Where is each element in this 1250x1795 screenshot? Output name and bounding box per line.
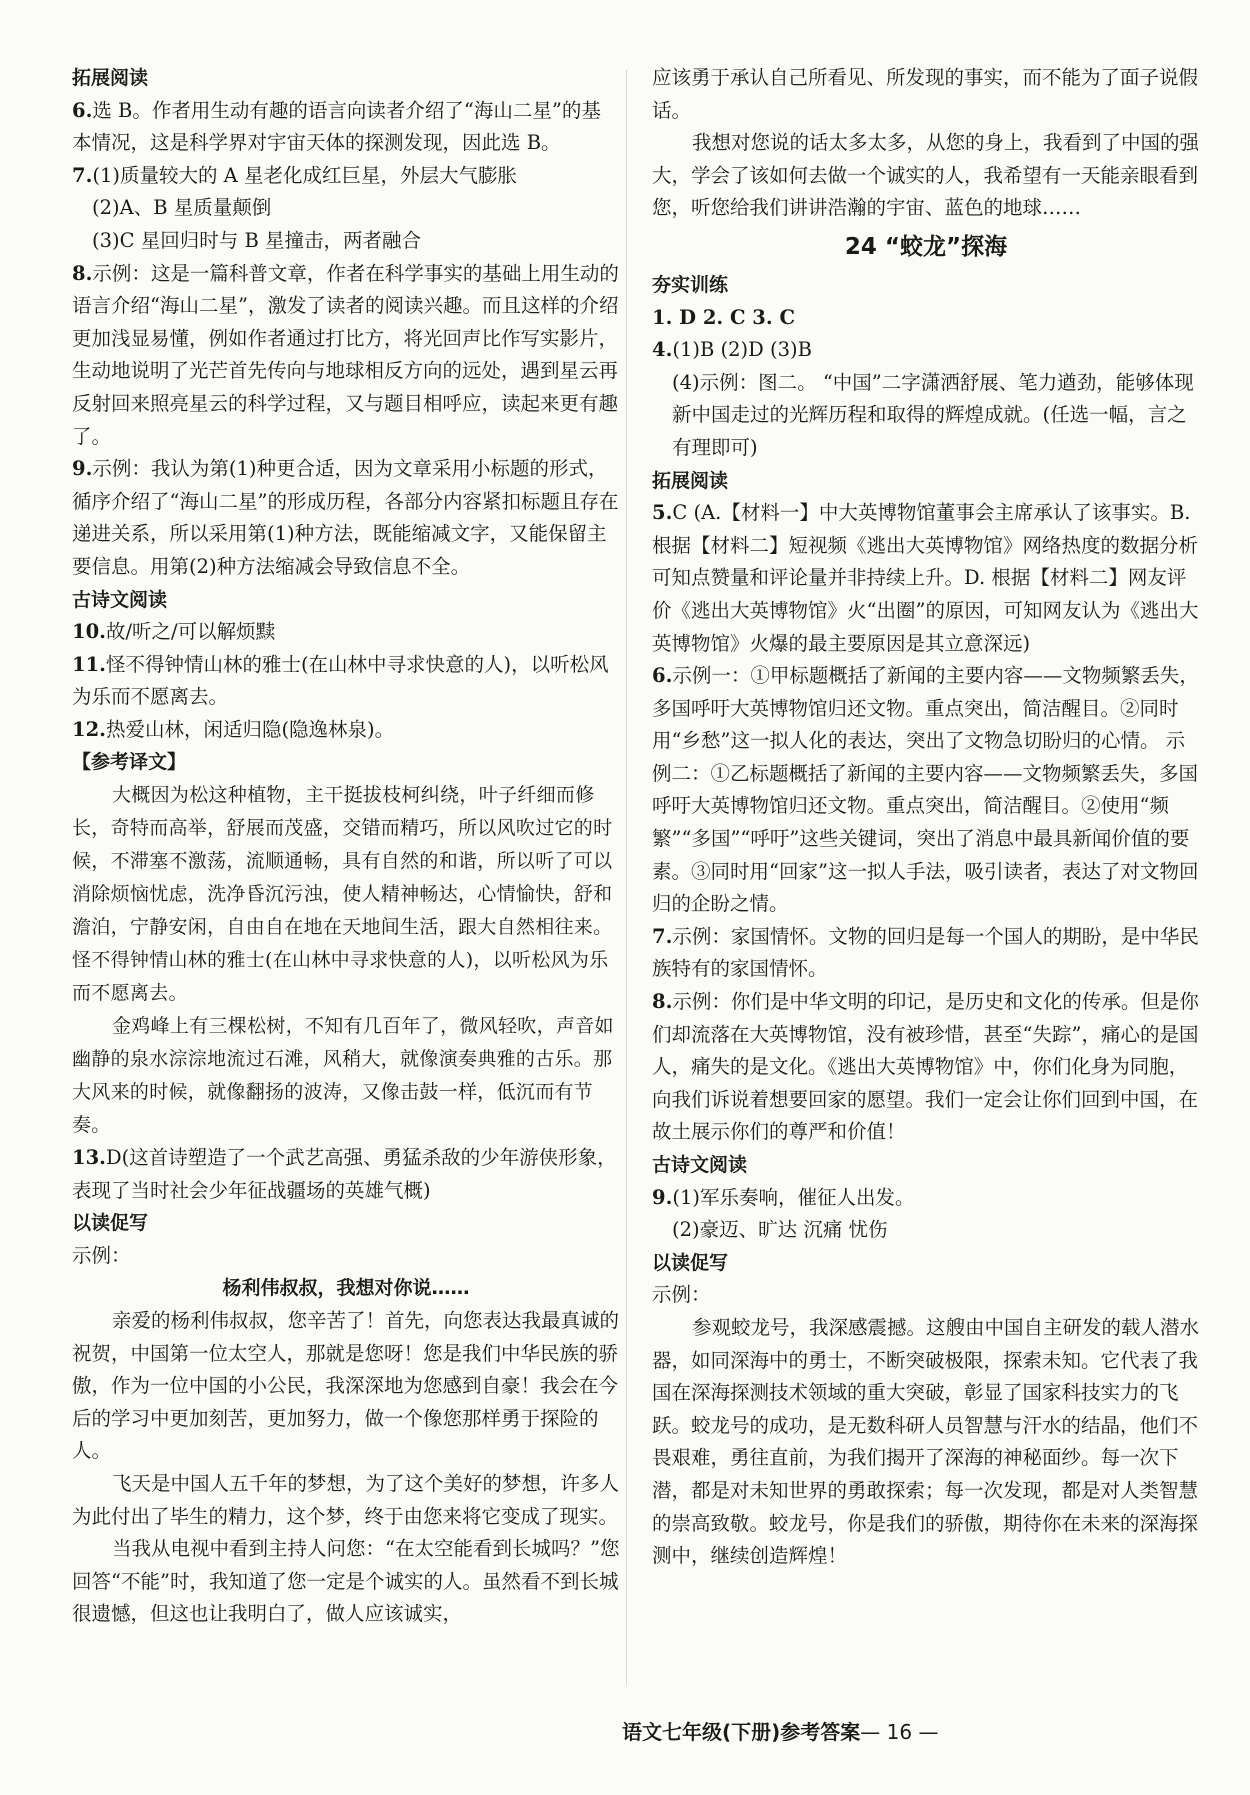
answer-10: 10.故/听之/可以解烦黩 xyxy=(72,620,276,644)
essay-paragraph-1: 亲爱的杨利伟叔叔，您辛苦了！首先，向您表达我最真诚的祝贺，中国第一位太空人，那就是您呀！您是我们中华民族的骄傲，作为一位中国的小公民，我深深地为您感到自豪！我会在今后的学习中更加刻苦，更加努力，做一个像您那样勇于探险的人。 xyxy=(72,1309,620,1463)
section-title-classical-reading-2: 古诗文阅读 xyxy=(652,1154,748,1176)
section-title-basic-training: 夯实训练 xyxy=(652,273,729,296)
section-title-writing-2: 以读促写 xyxy=(652,1251,729,1274)
reference-translation-title: 【参考译文】 xyxy=(72,751,187,774)
section-title-writing: 以读促写 xyxy=(72,1212,149,1235)
answer-7-part-2: (2)A、B 星质量颠倒 xyxy=(92,196,272,220)
answer-7-part-3: (3)C 星回归时与 B 星撞击，两者融合 xyxy=(92,228,421,252)
essay-paragraph-2: 飞天是中国人五千年的梦想，为了这个美好的梦想，许多人为此付出了毕生的精力，这个梦，终于由您来将它变成了现实。 xyxy=(72,1472,620,1528)
essay-title: 杨利伟叔叔，我想对你说…… xyxy=(222,1277,470,1300)
footer-label: 语文七年级(下册)参考答案 xyxy=(622,1720,861,1744)
left-column xyxy=(72,62,620,1631)
answer-9-right: 9.(1)军乐奏响，催征人出发。 xyxy=(652,1185,915,1209)
answer-5: 5.C (A.【材料一】中大英博物馆董事会主席承认了该事实。B. 根据【材料二】短视频《逃出大英博物馆》网络热度的数据分析可知点赞量和评论量并非持续上升。D. 根据【材料二】网友评价《逃出大英博物馆》火“出圈”的原因，可知网友认为《逃出大英博物馆》火爆的最主要原因是其立意深远) xyxy=(652,501,1199,655)
right-column xyxy=(652,62,1200,1573)
answer-4-part-4: (4)示例：图二。 “中国”二字潇洒舒展、笔力遒劲，能够体现新中国走过的光辉历程和取得的辉煌成就。(任选一幅，言之有理即可) xyxy=(672,370,1194,459)
page-footer xyxy=(622,1716,938,1745)
answer-12: 12.热爱山林，闲适归隐(隐逸林泉)。 xyxy=(72,717,395,741)
essay-paragraph-3: 当我从电视中看到主持人问您：“在太空能看到长城吗？”您回答“不能”时，我知道了您一定是个诚实的人。虽然看不到长城很遗憾，但这也让我明白了，做人应该诚实， xyxy=(72,1537,620,1626)
essay-jiaolong: 参观蛟龙号，我深感震撼。这艘由中国自主研发的载人潜水器，如同深海中的勇士，不断突破极限，探索未知。它代表了我国在深海探测技术领域的重大突破，彰显了国家科技实力的飞跃。蛟龙号的成功，是无数科研人员智慧与汗水的结晶，他们不畏艰难，勇往直前，为我们揭开了深海的神秘面纱。每一次下潜，都是对未知世界的勇敢探索；每一次发现，都是对人类智慧的崇高致敬。蛟龙号，你是我们的骄傲，期待你在未来的深海探测中，继续创造辉煌！ xyxy=(652,1315,1200,1568)
answer-6-right: 6.示例一：①甲标题概括了新闻的主要内容——文物频繁丢失，多国呼吁大英博物馆归还文物。重点突出，简洁醒目。②同时用“乡愁”这一拟人化的表达，突出了文物急切盼归的心情。 示例二：①乙标题概括了新闻的主要内容——文物频繁丢失，多国呼吁大英博物馆归还文物。重点突出，简洁醒目。②使用“频繁”“多国”“呼吁”这些关键词，突出了消息中最具新闻价值的要素。③同时用“回家”这一拟人手法，吸引读者，表达了对文物回归的企盼之情。 xyxy=(652,664,1199,916)
essay-continuation: 应该勇于承认自己所看见、所发现的事实，而不能为了面子说假话。 xyxy=(652,66,1199,122)
column-divider xyxy=(626,70,627,1685)
answer-7-right: 7.示例：家国情怀。文物的回归是每一个国人的期盼，是中华民族特有的家国情怀。 xyxy=(652,924,1199,981)
example-label: 示例： xyxy=(72,1243,131,1267)
section-title-extended-reading: 拓展阅读 xyxy=(72,67,149,89)
answer-6: 6.选 B。作者用生动有趣的语言向读者介绍了“海山二星”的基本情况，这是科学界对宇宙天体的探测发现，因此选 B。 xyxy=(72,98,601,155)
answer-9-part-2: (2)豪迈、旷达 沉痛 忧伤 xyxy=(672,1218,888,1242)
example-label-right: 示例： xyxy=(652,1283,711,1307)
lesson-title: 24 “蛟龙”探海 xyxy=(844,233,1008,260)
answer-13: 13.D(这首诗塑造了一个武艺高强、勇猛杀敌的少年游侠形象，表现了当时社会少年征战疆场的英雄气概) xyxy=(72,1146,617,1202)
answer-11: 11.怪不得钟情山林的雅士(在山林中寻求快意的人)，以听松风为乐而不愿离去。 xyxy=(72,652,609,709)
section-title-classical-reading: 古诗文阅读 xyxy=(72,588,168,611)
answers-1-3: 1. D 2. C 3. C xyxy=(652,305,795,329)
answer-4: 4.(1)B (2)D (3)B xyxy=(652,338,812,362)
translation-paragraph-2: 金鸡峰上有三棵松树，不知有几百年了，微风轻吹，声音如幽静的泉水淙淙地流过石滩，风稍大，就像演奏典雅的古乐。那大风来的时候，就像翻扬的波涛，又像击鼓一样，低沉而有节奏。 xyxy=(72,1015,614,1137)
answer-8-right: 8.示例：你们是中华文明的印记，是历史和文化的传承。但是你们却流落在大英博物馆，没有被珍惜，甚至“失踪”，痛心的是国人，痛失的是文化。《逃出大英博物馆》中，你们化身为同胞，向我们诉说着想要回家的愿望。我们一定会让你们回到中国，在故土展示你们的尊严和价值！ xyxy=(652,990,1199,1144)
answer-7: 7.(1)质量较大的 A 星老化成红巨星，外层大气膨胀 xyxy=(72,163,517,187)
essay-paragraph-4: 我想对您说的话太多太多，从您的身上，我看到了中国的强大，学会了该如何去做一个诚实的人，我希望有一天能亲眼看到您，听您给我们讲讲浩瀚的宇宙、蓝色的地球…… xyxy=(652,131,1200,220)
translation-paragraph-1: 大概因为松这种植物，主干挺拔枝柯纠绕，叶子纤细而修长，奇特而高举，舒展而茂盛，交错而精巧，所以风吹过它的时候，不滞塞不激荡，流顺通畅，具有自然的和谐，所以听了可以消除烦恼忧虑，洗净昏沉污浊，使人精神畅达，心情愉快，舒和澹泊，宁静安闲，自由自在地在天地间生活，跟大自然相往来。怪不得钟情山林的雅士(在山林中寻求快意的人)，以听松风为乐而不愿离去。 xyxy=(72,784,613,1005)
answer-8: 8.示例：这是一篇科普文章，作者在科学事实的基础上用生动的语言介绍“海山二星”，激发了读者的阅读兴趣。而且这样的介绍更加浅显易懂，例如作者通过打比方，将光回声比作写实影片，生动地说明了光芒首先传向与地球相反方向的远处，遇到星云再反射回来照亮星云的科学过程，又与题目相呼应，读起来更有趣了。 xyxy=(72,261,619,448)
answer-9: 9.示例：我认为第(1)种更合适，因为文章采用小标题的形式，循序介绍了“海山二星”的形成历程，各部分内容紧扣标题且存在递进关系，所以采用第(1)种方法，既能缩减文字，又能保留主要信息。用第(2)种方法缩减会导致信息不全。 xyxy=(72,457,619,578)
page-number: — 16 — xyxy=(860,1720,939,1744)
section-title-extended-reading-2: 拓展阅读 xyxy=(652,469,729,492)
